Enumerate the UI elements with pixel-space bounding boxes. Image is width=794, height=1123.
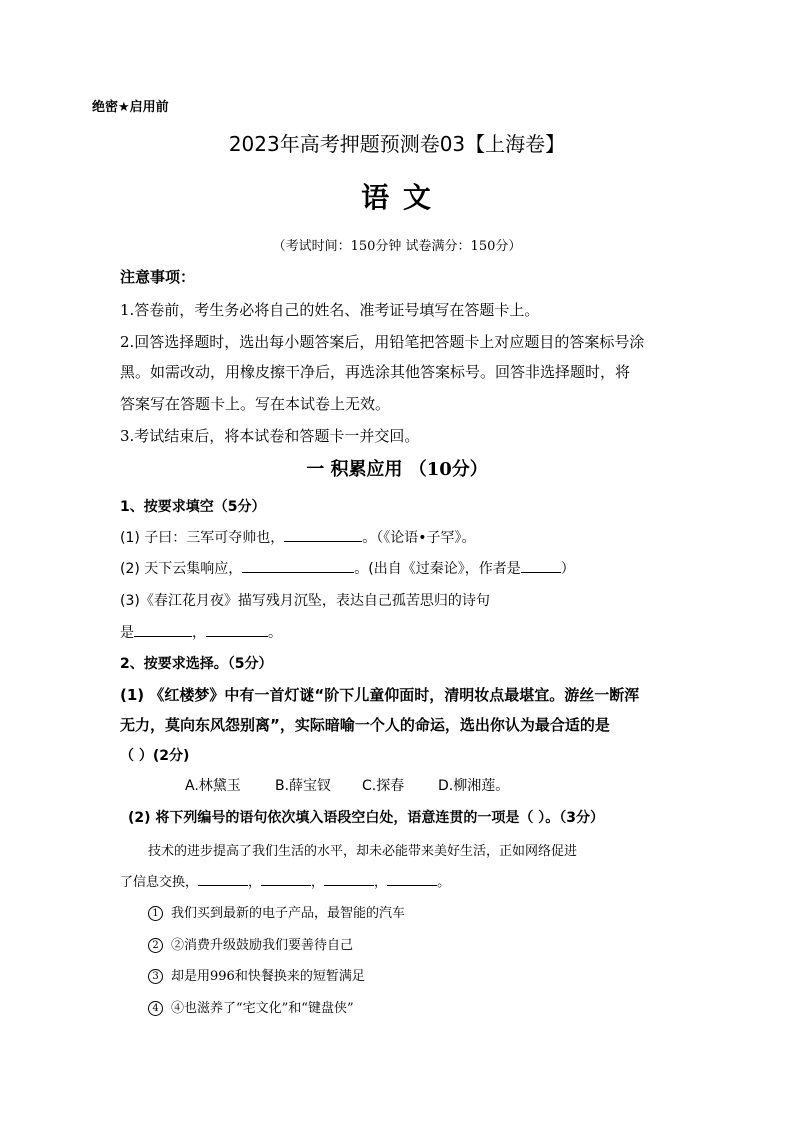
q1-3-suffix: 。 (268, 625, 282, 641)
note-2-line-1: 2.回答选择题时，选出每小题答案后，用铅笔把答题卡上对应题目的答案标号涂 (120, 333, 645, 351)
question-2-1-line-2: 无力，莫向东风怨别离”，实际暗喻一个人的命运，选出你认为最合适的是 (120, 716, 610, 734)
option-4-text: ④也滋养了“宅文化”和“键盘侠” (171, 1001, 354, 1016)
q1-2-prefix: (2) 天下云集响应， (120, 561, 243, 577)
option-number-3: 3 (148, 969, 163, 984)
choice-b[interactable]: B.薛宝钗 (275, 778, 332, 794)
exam-time-info: （考试时间：150分钟 试卷满分：150分） (272, 239, 522, 254)
q1-3-prefix: 是 (120, 625, 134, 641)
choice-c[interactable]: C.探春 (362, 778, 405, 794)
separator: ， (311, 875, 325, 890)
exam-title: 2023年高考押题预测卷03【上海卷】 (228, 132, 566, 156)
option-number-2: 2 (148, 938, 163, 953)
question-2-2: (2) 将下列编号的语句依次填入语段空白处，语意连贯的一项是（ ）。（3分） (128, 810, 605, 826)
question-1-heading: 1、按要求填空（5分） (120, 499, 266, 515)
option-2 (148, 934, 353, 953)
answer-blank[interactable] (387, 871, 437, 886)
choice-d[interactable]: D.柳湘莲。 (438, 778, 510, 794)
answer-blank[interactable] (198, 871, 248, 886)
answer-blank[interactable] (242, 558, 354, 573)
q1-1-prefix: (1) 子曰：三军可夺帅也， (120, 530, 285, 546)
classification-label: 绝密★启用前 (92, 100, 169, 115)
question-1-3-line-1: (3)《春江花月夜》描写残月沉坠，表达自己孤苦思归的诗句 (120, 593, 490, 609)
choice-a[interactable]: A.林黛玉 (185, 778, 241, 794)
option-3 (148, 965, 365, 984)
q1-3-middle: ， (192, 625, 206, 641)
question-2-heading: 2、按要求选择。（5分） (120, 656, 273, 672)
note-1: 1.答卷前，考生务必将自己的姓名、准考证号填写在答题卡上。 (120, 301, 540, 319)
q1-2-middle: 。(出自《过秦论》，作者是 (354, 561, 521, 577)
author-blank[interactable] (521, 558, 561, 573)
separator: ， (248, 875, 262, 890)
section-heading: 一 积累应用 （10分） (306, 459, 488, 480)
option-2-text: ②消费升级鼓励我们要善待自己 (171, 938, 354, 953)
option-1 (148, 902, 405, 921)
note-2-line-2: 黑。如需改动，用橡皮擦干净后，再选涂其他答案标号。回答非选择题时，将 (120, 363, 631, 381)
question-1-1 (120, 527, 476, 547)
answer-blank[interactable] (261, 871, 311, 886)
question-1-2 (120, 558, 575, 578)
question-2-1-line-1: (1) 《红楼梦》中有一首灯谜“阶下儿童仰面时，清明妆点最堪宜。游丝一断浑 (120, 686, 640, 704)
subject-title: 语 文 (361, 181, 433, 214)
passage-suffix: 。 (437, 875, 451, 890)
option-1-text: 我们买到最新的电子产品，最智能的汽车 (171, 906, 406, 921)
answer-blank[interactable] (206, 622, 268, 637)
answer-blank[interactable] (324, 871, 374, 886)
q1-2-suffix: ） (560, 561, 575, 577)
passage-line-2 (120, 871, 450, 890)
question-1-3-line-2 (120, 622, 282, 642)
q1-1-suffix: 。（《论语•子罕》。 (362, 530, 476, 546)
question-2-1-line-3: （ ）(2分) (120, 748, 190, 764)
option-3-text: 却是用996和快餐换来的短暂满足 (171, 969, 365, 984)
note-3: 3.考试结束后，将本试卷和答题卡一并交回。 (120, 427, 420, 445)
passage-prefix: 了信息交换， (120, 875, 199, 890)
answer-blank[interactable] (134, 622, 192, 637)
answer-blank[interactable] (284, 527, 362, 542)
option-number-1: 1 (148, 906, 163, 921)
notes-heading: 注意事项： (120, 268, 196, 286)
note-2-line-3: 答案写在答题卡上。写在本试卷上无效。 (120, 395, 391, 413)
option-4 (148, 997, 354, 1016)
option-number-4: 4 (148, 1001, 163, 1016)
passage-line-1: 技术的进步提高了我们生活的水平，却未必能带来美好生活，正如网络促进 (148, 844, 578, 859)
separator: ， (374, 875, 388, 890)
